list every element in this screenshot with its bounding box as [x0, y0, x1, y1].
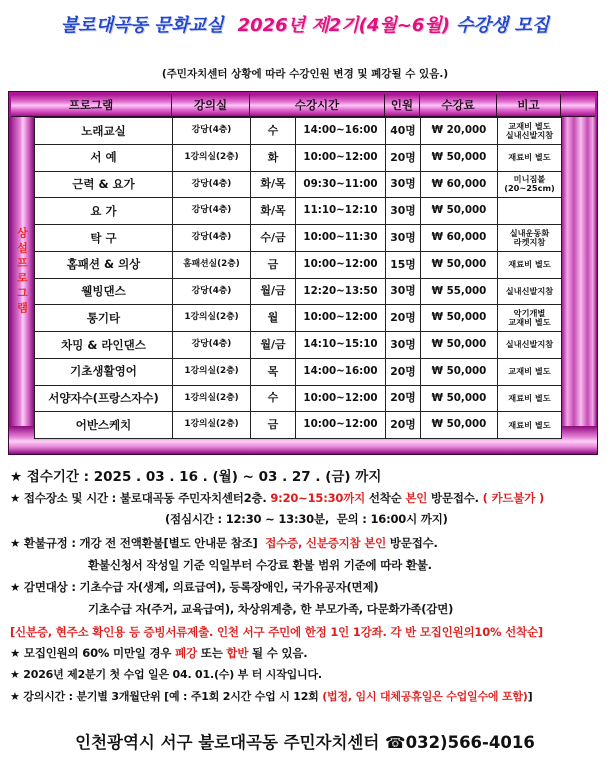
- header-note: 비고: [497, 94, 561, 116]
- title-center-name: 불로대곡동 문화교실: [60, 15, 224, 36]
- table-row: [35, 412, 562, 439]
- footer-contact: 인천광역시 서구 불로대곡동 주민자치센터 ☎032)566-4016: [75, 733, 535, 752]
- cell-capacity: 30명: [386, 278, 421, 305]
- page-title: [0, 11, 610, 37]
- header-fee: 수강료: [420, 94, 497, 116]
- note-line: 재료비 별도: [508, 259, 551, 270]
- notice-period: ★ 접수기간 : 2025 . 03 . 16 . (월) ~ 03 . 27 . (금) 까지: [10, 469, 382, 485]
- cell-room: 1강의실(2층): [173, 412, 251, 439]
- program-table-body: [35, 118, 562, 439]
- cell-room: 강당(4층): [173, 198, 251, 225]
- program-table: [34, 117, 562, 439]
- cell-room: 1강의실(2층): [173, 385, 251, 412]
- cell-fee: ₩ 50,000: [421, 198, 498, 225]
- cell-room: 강당(4층): [173, 171, 251, 198]
- cell-program: 어반스케치: [35, 412, 173, 439]
- cell-day: 수/금: [251, 225, 296, 252]
- cell-fee: ₩ 50,000: [421, 251, 498, 278]
- cell-fee: ₩ 55,000: [421, 278, 498, 305]
- cell-note: [498, 358, 562, 385]
- cell-program: 탁 구: [35, 225, 173, 252]
- cell-note: [498, 225, 562, 252]
- cell-note: [498, 305, 562, 332]
- table-row: [35, 118, 562, 145]
- notice-lunch: (점심시간 : 12:30 ~ 13:30분, 문의 : 16:00시 까지): [165, 512, 448, 526]
- note-line: 실내신발지참: [505, 129, 554, 140]
- cell-capacity: 15명: [386, 251, 421, 278]
- cell-note: [498, 171, 562, 198]
- cell-note: [498, 385, 562, 412]
- side-label: 상설프로그램: [15, 226, 29, 317]
- notice-minimum: [10, 644, 307, 662]
- cell-program: 서양자수(프랑스자수): [35, 385, 173, 412]
- notice-refund-detail: 환불신청서 작성일 기준 익일부터 수강료 환불 범위 기준에 따라 환불.: [88, 558, 432, 572]
- cell-time: 11:10~12:10: [296, 198, 386, 225]
- note-line: 재료비 별도: [508, 419, 551, 430]
- header-program: 프로그램: [11, 94, 172, 116]
- cell-note: [498, 412, 562, 439]
- table-row: [35, 171, 562, 198]
- cell-time: 12:20~13:50: [296, 278, 386, 305]
- note-line: 라켓지참: [513, 236, 546, 247]
- notice-highlight: 폐강: [175, 646, 197, 660]
- notice-text: 선착순: [365, 491, 406, 505]
- cell-time: 10:00~12:00: [296, 412, 386, 439]
- cell-note: [498, 278, 562, 305]
- note-line: 교재비 별도: [508, 120, 551, 131]
- cell-program: 통기타: [35, 305, 173, 332]
- table-row: [35, 278, 562, 305]
- cell-room: 강당(4층): [173, 118, 251, 145]
- cell-day: 금: [251, 251, 296, 278]
- cell-fee: ₩ 20,000: [421, 118, 498, 145]
- cell-time: 10:00~12:00: [296, 144, 386, 171]
- cell-fee: ₩ 50,000: [421, 358, 498, 385]
- cell-capacity: 30명: [386, 198, 421, 225]
- notice-text: 될 수 있음.: [248, 646, 308, 660]
- cell-room: 강당(4층): [173, 225, 251, 252]
- notice-proof: [신분증, 현주소 확인용 등 증빙서류제출. 인천 서구 주민에 한정 1인 1강좌. 각 반 모집인원의10% 선착순]: [10, 625, 543, 639]
- notice-place: [10, 489, 544, 507]
- notice-highlight: 9:20~15:30까지: [270, 491, 366, 505]
- cell-fee: ₩ 50,000: [421, 332, 498, 359]
- note-line: 교재비 별도: [508, 366, 551, 377]
- cell-room: 홈패션실(2층): [173, 251, 251, 278]
- cell-fee: ₩ 50,000: [421, 385, 498, 412]
- cell-time: 14:00~16:00: [296, 118, 386, 145]
- cell-fee: ₩ 50,000: [421, 412, 498, 439]
- note-line: 악기개별: [513, 308, 546, 319]
- table-row: [35, 305, 562, 332]
- notice-text: ★ 모집인원의 60% 미만일 경우: [10, 646, 176, 660]
- cell-capacity: 30명: [386, 332, 421, 359]
- program-table-frame: [8, 91, 598, 455]
- right-band: [561, 117, 597, 426]
- cell-fee: ₩ 60,000: [421, 171, 498, 198]
- cell-program: 기초생활영어: [35, 358, 173, 385]
- cell-time: 09:30~11:00: [296, 171, 386, 198]
- cell-time: 10:00~12:00: [296, 305, 386, 332]
- cell-program: 요 가: [35, 198, 173, 225]
- notice-highlight: (법정, 임시 대체공휴일은 수업일수에 포함): [322, 690, 528, 703]
- cell-time: 10:00~12:00: [296, 385, 386, 412]
- cell-fee: ₩ 50,000: [421, 305, 498, 332]
- cell-day: 월: [251, 305, 296, 332]
- cell-program: 홈패션 & 의상: [35, 251, 173, 278]
- cell-note: [498, 251, 562, 278]
- notice-text: ★ 접수장소 및 시간 : 불로대곡동 주민자치센터2층.: [10, 491, 271, 505]
- note-line: 실내운동화: [509, 227, 550, 238]
- table-row: [35, 225, 562, 252]
- notice-text: 또는: [196, 646, 227, 660]
- cell-day: 화/목: [251, 171, 296, 198]
- note-line: 재료비 별도: [508, 152, 551, 163]
- notice-highlight: 합반: [226, 646, 249, 660]
- cell-day: 금: [251, 412, 296, 439]
- header-time: 수강시간: [250, 94, 385, 116]
- notice-text: ★ 환불규정 : 개강 전 전액환불[별도 안내문 참조]: [10, 536, 266, 550]
- note-line: 실내신발지참: [505, 285, 554, 296]
- notice-discount: ★ 감면대상 : 기초수급 자(생계, 의료급여), 등록장애인, 국가유공자(면제): [10, 580, 379, 594]
- cell-capacity: 40명: [386, 118, 421, 145]
- cell-day: 화/목: [251, 198, 296, 225]
- notice-lecture-time: [10, 688, 532, 706]
- cell-time: 14:10~15:10: [296, 332, 386, 359]
- note-line: (20~25cm): [504, 183, 555, 194]
- cell-capacity: 20명: [386, 412, 421, 439]
- note-line: 실내신발지참: [505, 339, 554, 350]
- cell-program: 차밍 & 라인댄스: [35, 332, 173, 359]
- notice-text: 방문접수.: [386, 536, 438, 550]
- header-room: 강의실: [172, 94, 250, 116]
- table-row: [35, 198, 562, 225]
- cell-note: [498, 118, 562, 145]
- cell-room: 강당(4층): [173, 278, 251, 305]
- cell-note: [498, 198, 562, 225]
- notice-refund: [10, 534, 438, 552]
- subtitle: (주민자치센터 상황에 따라 수강인원 변경 및 폐강될 수 있음.): [161, 68, 449, 80]
- table-row: [35, 251, 562, 278]
- table-row: [35, 385, 562, 412]
- table-row: [35, 332, 562, 359]
- notice-highlight: ( 카드불가 ): [482, 491, 544, 505]
- notice-first-class: ★ 2026년 제2분기 첫 수업 일은 04. 01.(수) 부 터 시작입니다.: [10, 668, 322, 681]
- cell-day: 월/금: [251, 278, 296, 305]
- cell-fee: ₩ 60,000: [421, 225, 498, 252]
- note-line: 재료비 별도: [508, 392, 551, 403]
- title-term: 2026년 제2기(4월~6월): [237, 15, 450, 36]
- note-line: 미니짐볼: [513, 174, 546, 185]
- cell-note: [498, 332, 562, 359]
- cell-note: [498, 144, 562, 171]
- cell-time: 10:00~11:30: [296, 225, 386, 252]
- header-capacity: 인원: [385, 94, 420, 116]
- cell-room: 1강의실(2층): [173, 358, 251, 385]
- cell-day: 월/금: [251, 332, 296, 359]
- side-band: [9, 117, 34, 426]
- title-recruit: 수강생 모집: [455, 15, 550, 36]
- table-row: [35, 358, 562, 385]
- cell-capacity: 30명: [386, 225, 421, 252]
- cell-capacity: 20명: [386, 385, 421, 412]
- cell-program: 서 예: [35, 144, 173, 171]
- table-header: [11, 94, 595, 117]
- notice-text: 방문접수.: [427, 491, 483, 505]
- cell-day: 목: [251, 358, 296, 385]
- notice-text: ]: [527, 690, 533, 703]
- cell-fee: ₩ 50,000: [421, 144, 498, 171]
- cell-program: 노래교실: [35, 118, 173, 145]
- cell-time: 10:00~12:00: [296, 251, 386, 278]
- cell-capacity: 20명: [386, 144, 421, 171]
- cell-day: 화: [251, 144, 296, 171]
- table-row: [35, 144, 562, 171]
- cell-room: 1강의실(2층): [173, 144, 251, 171]
- notice-highlight: 본인: [405, 491, 428, 505]
- cell-day: 수: [251, 118, 296, 145]
- cell-time: 14:00~16:00: [296, 358, 386, 385]
- cell-room: 강당(4층): [173, 332, 251, 359]
- cell-program: 웰빙댄스: [35, 278, 173, 305]
- cell-capacity: 20명: [386, 305, 421, 332]
- notice-highlight: 접수증, 신분증지참 본인: [265, 536, 387, 550]
- cell-capacity: 30명: [386, 171, 421, 198]
- notice-text: ★ 강의시간 : 분기별 3개월단위 [예 : 주1회 2시간 수업 시 12회: [10, 690, 323, 703]
- cell-program: 근력 & 요가: [35, 171, 173, 198]
- notice-discount-detail: 기초수급 자(주거, 교육급여), 차상위계층, 한 부모가족, 다문화가족(감면): [88, 602, 454, 616]
- cell-room: 1강의실(2층): [173, 305, 251, 332]
- cell-capacity: 20명: [386, 358, 421, 385]
- cell-day: 수: [251, 385, 296, 412]
- note-line: 교재비 별도: [508, 317, 551, 328]
